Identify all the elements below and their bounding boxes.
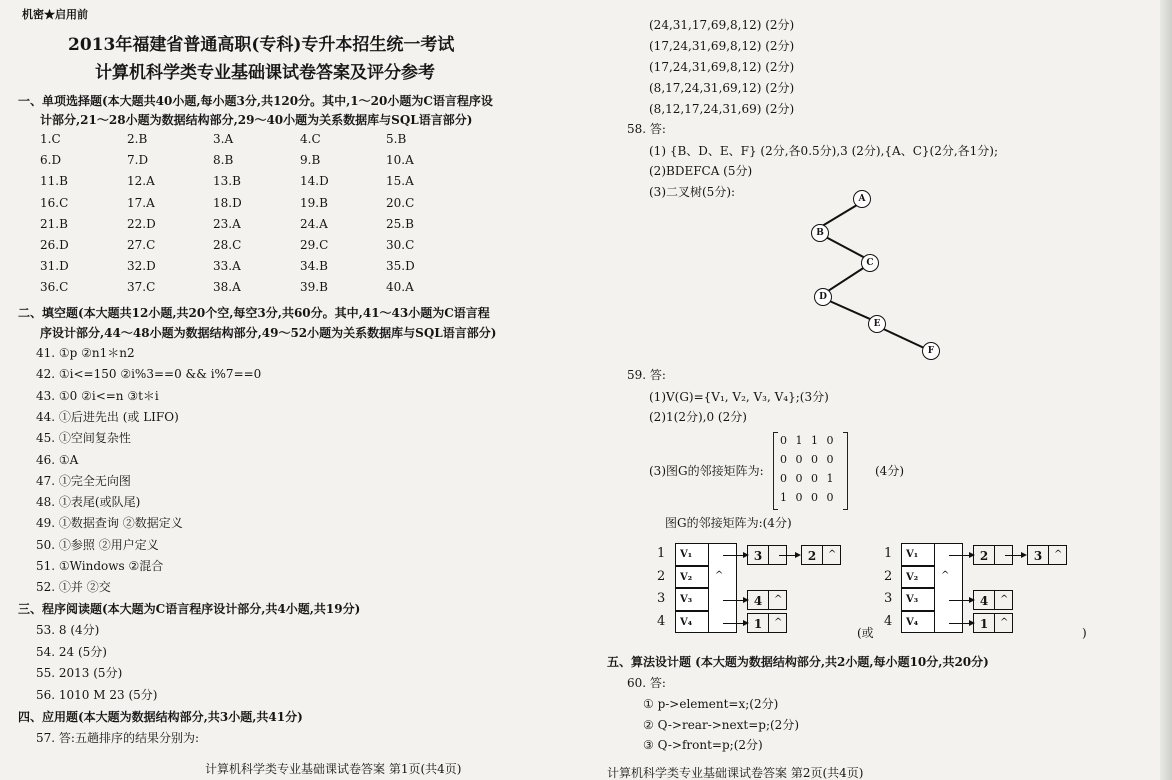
- pointer-arrow: [1005, 555, 1025, 556]
- sort-result: (24,31,17,69,8,12) (2分): [649, 18, 795, 32]
- matrix-right-bracket: [843, 432, 848, 510]
- page-1: [0, 0, 585, 780]
- mc-answer: 33.A: [213, 259, 241, 274]
- sort-result: (17,24,31,69,8,12) (2分): [649, 39, 795, 53]
- adjacency-vertex-cell: V₁: [675, 543, 709, 566]
- tree-node-b: B: [811, 224, 829, 242]
- list-node: 1: [973, 613, 995, 633]
- fill-answer: 43. ①0 ②i<=n ③t＊i: [36, 388, 159, 403]
- fill-answer: 45. ①空间复杂性: [36, 431, 131, 446]
- mc-answer: 2.B: [127, 132, 148, 146]
- tree-node-e: E: [868, 315, 886, 333]
- null-pointer: ^: [941, 569, 950, 581]
- question-60: 60. 答:: [627, 676, 666, 690]
- fill-answer: 47. ①完全无向图: [36, 473, 131, 488]
- mc-answer: 25.B: [386, 216, 414, 231]
- list-node: 3: [1027, 545, 1049, 565]
- mc-answer: 18.D: [213, 195, 242, 210]
- adjacency-vertex-cell: V₁: [901, 543, 935, 566]
- mc-answer: 26.D: [40, 238, 69, 252]
- pointer-arrow: [723, 555, 747, 556]
- adjacency-row-number: 3: [884, 591, 893, 606]
- question-58: 58. 答:: [627, 122, 666, 136]
- section-3-heading: 三、程序阅读题(本大题为C语言程序设计部分,共4小题,共19分): [18, 602, 361, 616]
- mc-answer: 38.A: [213, 280, 241, 295]
- mc-answer: 6.D: [40, 153, 62, 168]
- tree-node-d: D: [814, 288, 832, 306]
- q59-part-2: (2)1(2分),0 (2分): [649, 410, 747, 424]
- mc-answer: 32.D: [127, 259, 156, 274]
- mc-answer: 21.B: [40, 216, 68, 231]
- null-pointer: ^: [1000, 616, 1009, 628]
- pointer-arrow: [949, 555, 973, 556]
- mc-answer: 30.C: [386, 238, 415, 252]
- adjacency-vertex-cell: V₄: [675, 611, 709, 634]
- section-2-heading: 二、填空题(本大题共12小题,共20个空,每空3分,共60分。其中,41～43小题为C语言程: [18, 306, 490, 320]
- mc-answer: 20.C: [386, 195, 415, 210]
- matrix-row: 0 0 0 1: [780, 472, 834, 485]
- section-4-heading: 四、应用题(本大题为数据结构部分,共3小题,共41分): [18, 710, 303, 724]
- program-answer: 53. 8 (4分): [36, 623, 100, 637]
- adjacency-vertex-cell: V₂: [901, 566, 935, 589]
- null-pointer: ^: [715, 569, 724, 581]
- page-1-footer: 计算机科学类专业基础课试卷答案 第1页(共4页): [205, 762, 462, 776]
- mc-answer: 29.C: [300, 238, 329, 252]
- list-node: 2: [973, 545, 995, 565]
- adjacency-row-number: 4: [657, 613, 666, 629]
- adjacency-row-number: 1: [657, 546, 666, 561]
- sort-result: (8,17,24,31,69,12) (2分): [649, 81, 795, 95]
- mc-answer: 7.D: [127, 153, 149, 168]
- pointer-arrow: [949, 623, 973, 624]
- question-59: 59. 答:: [627, 368, 666, 382]
- mc-answer: 22.D: [127, 216, 156, 231]
- program-answer: 56. 1010 M 23 (5分): [36, 687, 158, 702]
- mc-answer: 4.C: [300, 132, 321, 146]
- mc-answer: 35.D: [386, 259, 415, 274]
- mc-answer: 10.A: [386, 153, 414, 168]
- adjacency-row-number: 2: [657, 568, 666, 584]
- mc-answer: 16.C: [40, 195, 69, 210]
- mc-answer: 24.A: [300, 216, 328, 231]
- adjacency-row-number: 3: [657, 591, 666, 606]
- fill-answer: 51. ①Windows ②混合: [36, 559, 164, 573]
- fill-answer: 49. ①数据查询 ②数据定义: [36, 516, 183, 531]
- adjacency-vertex-cell: V₃: [675, 588, 709, 611]
- pointer-arrow: [779, 555, 799, 556]
- scan-edge: [1160, 0, 1172, 780]
- sort-result: (17,24,31,69,8,12) (2分): [649, 60, 795, 74]
- fill-answer: 46. ①A: [36, 452, 79, 467]
- matrix-row: 0 1 1 0: [780, 434, 834, 447]
- mc-answer: 27.C: [127, 238, 156, 252]
- list-node: 4: [747, 590, 769, 610]
- close-paren: ): [1082, 626, 1087, 640]
- confidential-mark: 机密★启用前: [22, 8, 88, 21]
- q59-score: (4分): [875, 464, 904, 478]
- matrix-row: 0 0 0 0: [780, 453, 834, 466]
- null-pointer: ^: [1000, 594, 1009, 605]
- q59-part-3: (3)图G的邻接矩阵为:: [649, 464, 764, 478]
- mc-answer: 8.B: [213, 153, 234, 168]
- tree-node-a: A: [853, 190, 871, 208]
- fill-answer: 41. ①p ②n1＊n2: [36, 346, 135, 360]
- list-node: 4: [973, 590, 995, 610]
- matrix-left-bracket: [773, 432, 778, 510]
- mc-answer: 11.B: [40, 174, 68, 189]
- q60-answer: ② Q->rear->next=p;(2分): [643, 717, 799, 732]
- sort-result: (8,12,17,24,31,69) (2分): [649, 102, 795, 116]
- null-pointer: ^: [774, 616, 783, 628]
- mc-answer: 17.A: [127, 195, 155, 210]
- mc-answer: 15.A: [386, 174, 414, 189]
- adjacency-row-number: 4: [884, 613, 893, 629]
- adjacency-vertex-cell: V₂: [675, 566, 709, 589]
- pointer-arrow: [723, 600, 747, 601]
- section-5-heading: 五、算法设计题 (本大题为数据结构部分,共2小题,每小题10分,共20分): [607, 655, 989, 669]
- q59-part-1: (1)V(G)={V₁, V₂, V₃, V₄};(3分): [649, 390, 829, 404]
- mc-answer: 37.C: [127, 280, 156, 295]
- exam-title: 2013年福建省普通高职(专科)专升本招生统一考试: [68, 35, 455, 55]
- mc-answer: 19.B: [300, 195, 328, 210]
- null-pointer: ^: [828, 549, 837, 560]
- adjacency-vertex-cell: V₃: [901, 588, 935, 611]
- q58-part-3: (3)二叉树(5分):: [649, 185, 736, 199]
- section-1-heading-cont: 计部分,21～28小题为数据结构部分,29～40小题为关系数据库与SQL语言部分): [40, 113, 473, 127]
- null-pointer: ^: [1054, 549, 1063, 560]
- mc-answer: 13.B: [213, 174, 241, 189]
- null-pointer: ^: [774, 594, 783, 605]
- mc-answer: 9.B: [300, 153, 321, 168]
- list-node: 1: [747, 613, 769, 633]
- list-node: 3: [747, 545, 769, 565]
- mc-answer: 3.A: [213, 132, 234, 146]
- fill-answer: 50. ①参照 ②用户定义: [36, 537, 159, 552]
- adjacency-list-title: 图G的邻接矩阵为:(4分): [665, 516, 792, 530]
- tree-node-f: F: [922, 342, 940, 360]
- mc-answer: 31.D: [40, 259, 69, 274]
- tree-node-c: C: [861, 254, 879, 272]
- mc-answer: 12.A: [127, 174, 155, 189]
- adjacency-row-number: 2: [884, 568, 893, 584]
- mc-answer: 23.A: [213, 216, 241, 231]
- fill-answer: 42. ①i<=150 ②i%3==0 && i%7==0: [36, 367, 262, 382]
- page-2-footer: 计算机科学类专业基础课试卷答案 第2页(共4页): [607, 766, 864, 780]
- mc-answer: 39.B: [300, 280, 328, 295]
- pointer-arrow: [949, 600, 973, 601]
- page-2: [585, 0, 1172, 780]
- adjacency-row-number: 1: [884, 546, 893, 561]
- mc-answer: 28.C: [213, 238, 242, 252]
- q60-answer: ① p->element=x;(2分): [643, 697, 779, 711]
- section-1-heading: 一、单项选择题(本大题共40小题,每小题3分,共120分。其中,1～20小题为C语言程序设: [18, 94, 493, 108]
- mc-answer: 34.B: [300, 259, 328, 274]
- mc-answer: 14.D: [300, 174, 329, 189]
- q60-answer: ③ Q->front=p;(2分): [643, 738, 763, 752]
- fill-answer: 52. ①并 ②交: [36, 580, 111, 595]
- fill-answer: 48. ①表尾(或队尾): [36, 495, 141, 510]
- matrix-row: 1 0 0 0: [780, 491, 834, 504]
- mc-answer: 5.B: [386, 132, 407, 146]
- mc-answer: 36.C: [40, 280, 69, 295]
- program-answer: 54. 24 (5分): [36, 644, 107, 659]
- mc-answer: 1.C: [40, 132, 61, 146]
- question-57: 57. 答:五趟排序的结果分别为:: [36, 731, 199, 745]
- pointer-arrow: [723, 623, 747, 624]
- list-node: 2: [801, 545, 823, 565]
- tree-edge-b-c: [822, 234, 864, 258]
- q58-part-2: (2)BDEFCA (5分): [649, 164, 753, 178]
- q58-part-1: (1) {B、D、E、F} (2分,各0.5分),3 (2分),{A、C}(2分,各1分);: [649, 144, 999, 158]
- exam-subtitle: 计算机科学类专业基础课试卷答案及评分参考: [95, 63, 435, 83]
- program-answer: 55. 2013 (5分): [36, 666, 123, 680]
- mc-answer: 40.A: [386, 280, 414, 295]
- or-text: (或: [857, 626, 874, 640]
- adjacency-vertex-cell: V₄: [901, 611, 935, 634]
- fill-answer: 44. ①后进先出 (或 LIFO): [36, 409, 179, 424]
- section-2-heading-cont: 序设计部分,44～48小题为数据结构部分,49～52小题为关系数据库与SQL语言部分): [40, 326, 497, 340]
